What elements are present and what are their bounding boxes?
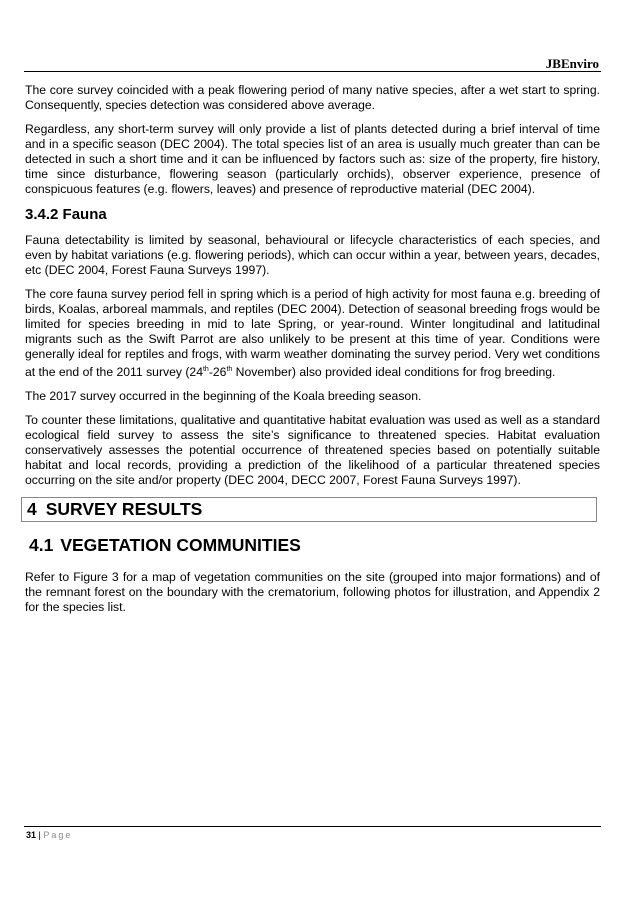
paragraph-survey-timing: The core survey coincided with a peak flowering period of many native species, after a wet start to spring. Consequently, species detection was considered above average. xyxy=(25,83,600,112)
page-content xyxy=(25,83,600,624)
paragraph-2017-survey: The 2017 survey occurred in the beginning of the Koala breeding season. xyxy=(25,389,422,404)
header-rule xyxy=(24,71,601,72)
fauna-heading: 3.4.2 Fauna xyxy=(25,206,107,223)
page-label: Page xyxy=(43,830,73,840)
page-footer: 31 | Page xyxy=(26,830,73,840)
footer-rule xyxy=(24,826,601,827)
page-number: 31 xyxy=(26,830,37,840)
paragraph-fauna-survey-period: The core fauna survey period fell in spring which is a period of high activity for most fauna e.g. breeding of birds, Koalas, arboreal mammals, and reptiles (DEC 2004). Detection of seasonal breeding frogs would be limited for species breeding in mid to late Spring, or year-round. Winter longitudinal and latitudinal migrants such as the Swift Parrot are also unlikely to be present at this time of year. Conditions were generally ideal for reptiles and frogs, with warm weather dominating the survey period. Very wet conditions at the end of the 2011 survey (24th-26th November) also provided ideal conditions for frog breeding. xyxy=(25,287,600,380)
subsection-heading-vegetation: 4.1 VEGETATION COMMUNITIES xyxy=(29,535,301,556)
section-heading-survey-results: 4 SURVEY RESULTS xyxy=(21,497,597,522)
paragraph-fauna-detectability: Fauna detectability is limited by seasonal, behavioural or lifecycle characteristics of each species, and even by habitat variations (e.g. flowering periods), which can occur within a year, between years, decades, etc (DEC 2004, Forest Fauna Surveys 1997). xyxy=(25,233,600,277)
paragraph-habitat-evaluation: To counter these limitations, qualitative and quantitative habitat evaluation was used as well as a standard ecological field survey to assess the site’s significance to threatened species. Habitat evaluation conservatively assesses the potential occurrence of threatened species based on potentially suitable habitat and local records, providing a prediction of the likelihood of a particular threatened species occurring on the site and/or property (DEC 2004, DECC 2007, Forest Fauna Surveys 1997). xyxy=(25,413,600,488)
paragraph-vegetation-refer: Refer to Figure 3 for a map of vegetation communities on the site (grouped into major formations) and of the remnant forest on the boundary with the crematorium, following photos for illustration, and Appendix 2 for the species list. xyxy=(25,570,600,615)
header-brand: JBEnviro xyxy=(545,56,599,71)
paragraph-survey-limitations: Regardless, any short-term survey will only provide a list of plants detected during a brief interval of time and in a specific season (DEC 2004). The total species list of an area is usually much greater than can be detected in such a short time and it can be influenced by factors such as: size of the property, fire history, time since disturbance, flowering season (particularly orchids), observer experience, presence of conspicuous features (e.g. flowers, leaves) and presence of reproductive material (DEC 2004). xyxy=(25,122,600,196)
